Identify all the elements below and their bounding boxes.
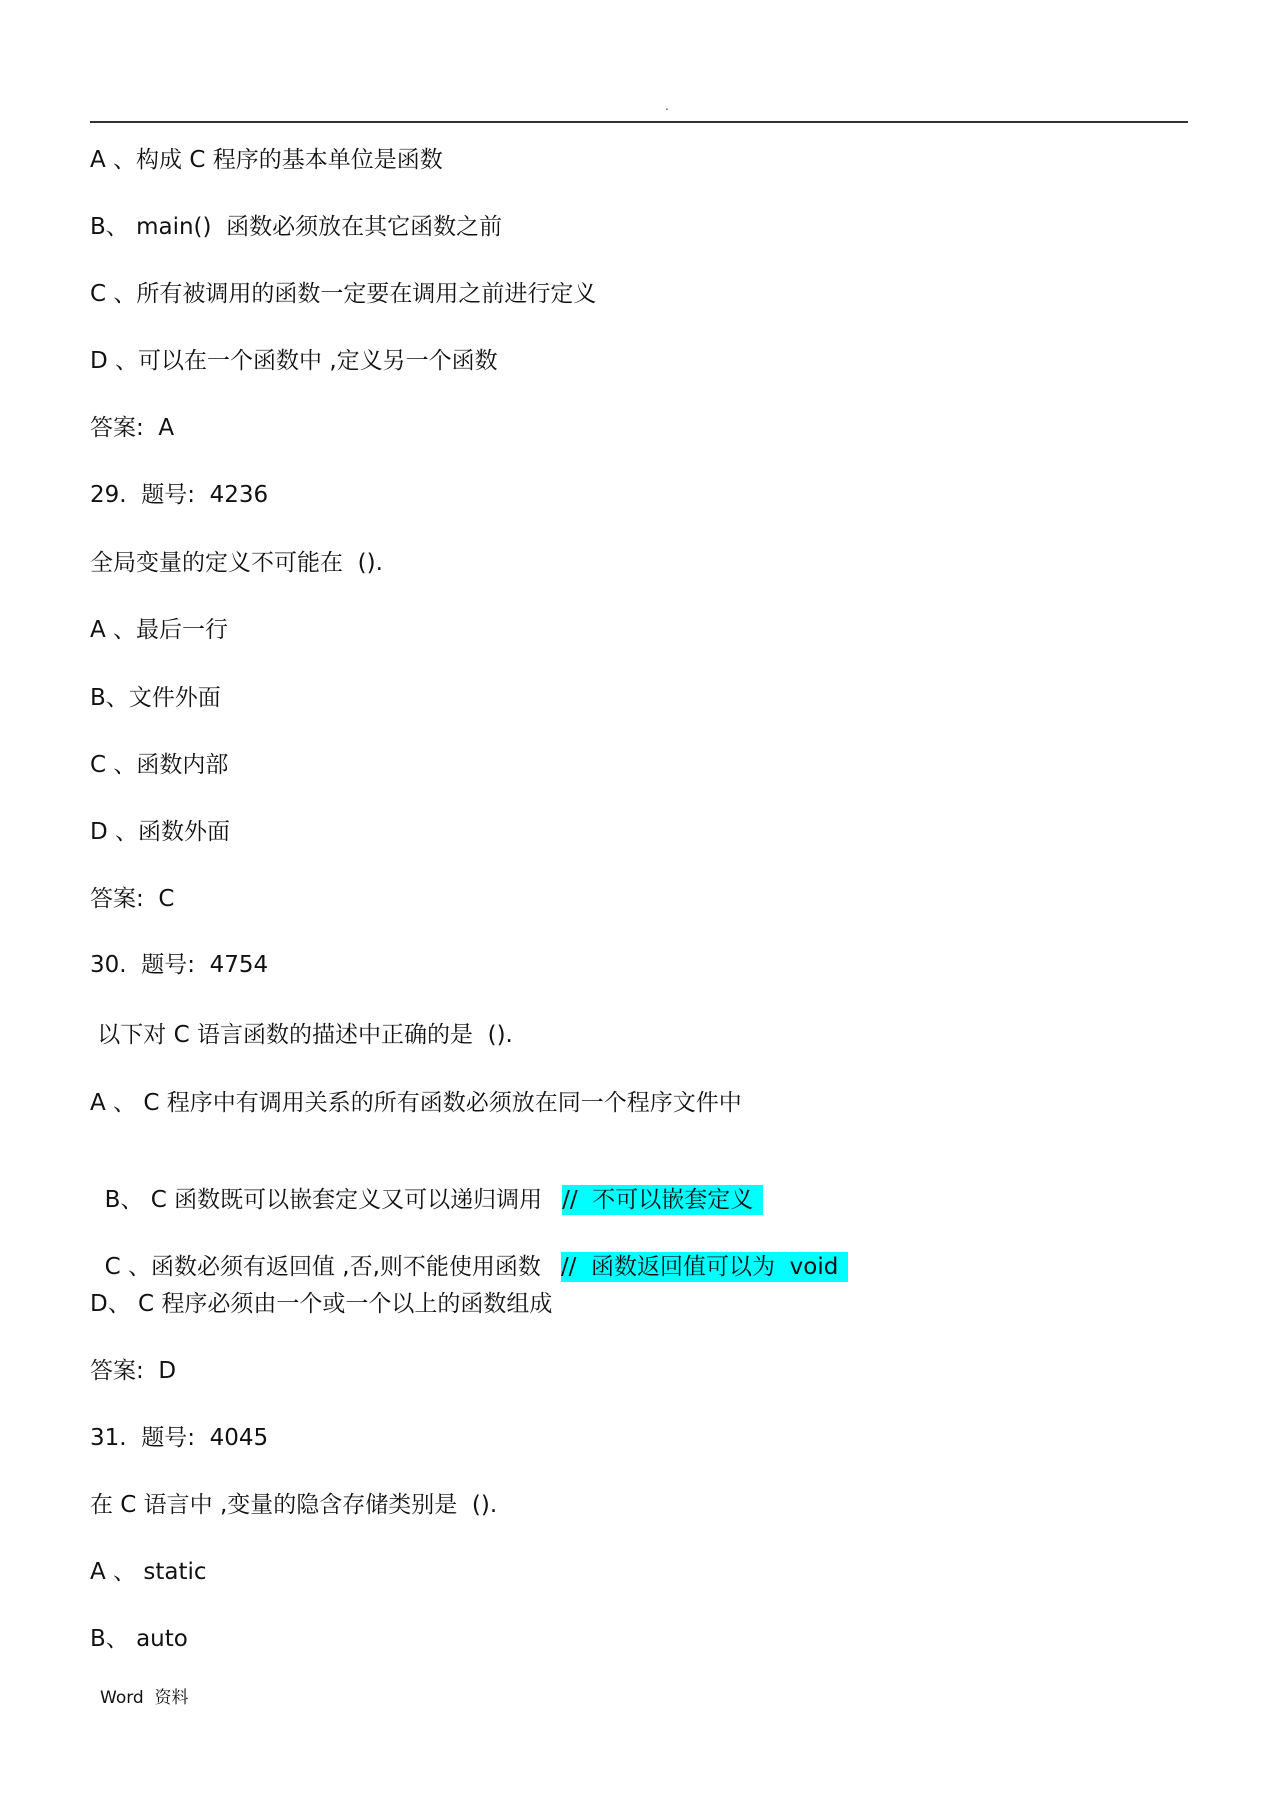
option-c-text: C 、函数必须有返回值 ,否,则不能使用函数 bbox=[104, 1254, 541, 1280]
option-a: A 、 C 程序中有调用关系的所有函数必须放在同一个程序文件中 bbox=[90, 1090, 742, 1116]
option-a: A 、最后一行 bbox=[90, 617, 229, 643]
question-text: 全局变量的定义不可能在 (). bbox=[90, 550, 383, 576]
highlighted-comment: // 函数返回值可以为 void bbox=[561, 1252, 848, 1282]
option-d: D 、可以在一个函数中 ,定义另一个函数 bbox=[90, 348, 498, 374]
question-number: 29. 题号: 4236 bbox=[90, 482, 269, 508]
option-c: C 、所有被调用的函数一定要在调用之前进行定义 bbox=[90, 281, 597, 307]
header-rule bbox=[90, 121, 1188, 123]
header-mark: . bbox=[665, 99, 669, 113]
answer-line: 答案: A bbox=[90, 415, 175, 441]
option-a: A 、 static bbox=[90, 1559, 207, 1585]
option-a: A 、构成 C 程序的基本单位是函数 bbox=[90, 147, 443, 173]
option-c: C 、函数内部 bbox=[90, 752, 229, 778]
option-b: B、 auto bbox=[90, 1626, 188, 1652]
option-b: B、文件外面 bbox=[90, 685, 221, 711]
question-number: 31. 题号: 4045 bbox=[90, 1425, 269, 1451]
option-d: D、 C 程序必须由一个或一个以上的函数组成 bbox=[90, 1291, 553, 1317]
option-b: B、 main() 函数必须放在其它函数之前 bbox=[90, 214, 503, 240]
answer-line: 答案: D bbox=[90, 1358, 177, 1384]
question-text: 以下对 C 语言函数的描述中正确的是 (). bbox=[90, 1022, 513, 1048]
question-number: 30. 题号: 4754 bbox=[90, 952, 269, 978]
option-b-text: B、 C 函数既可以嵌套定义又可以递归调用 bbox=[104, 1187, 543, 1213]
option-b bbox=[90, 1155, 763, 1215]
option-d: D 、函数外面 bbox=[90, 819, 231, 845]
highlighted-comment: // 不可以嵌套定义 bbox=[562, 1185, 763, 1215]
question-text: 在 C 语言中 ,变量的隐含存储类别是 (). bbox=[90, 1492, 498, 1518]
option-c bbox=[90, 1222, 848, 1282]
answer-line: 答案: C bbox=[90, 886, 175, 912]
page-footer: Word 资料 bbox=[100, 1688, 189, 1708]
